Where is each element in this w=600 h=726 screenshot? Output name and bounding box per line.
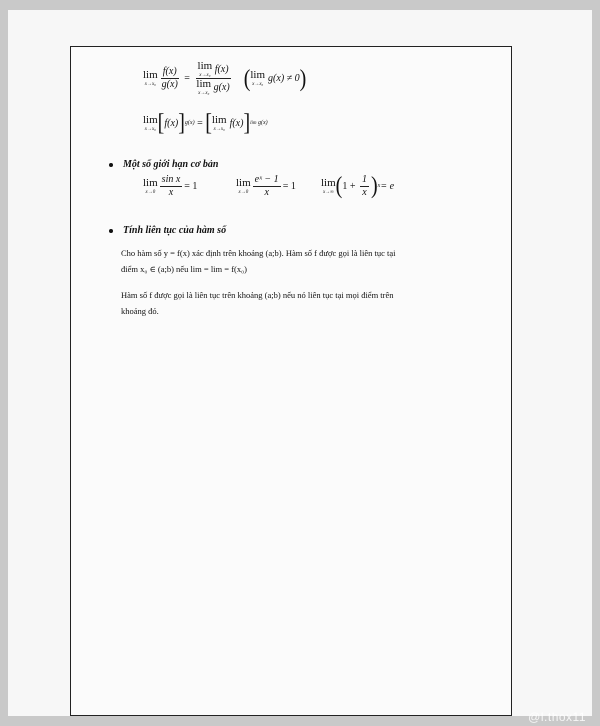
basic-limit-sinx: lim x→0 $\frac{\text{sin x}}{x}$ = 1 [143, 174, 198, 198]
basic-limit-e: lim x→∞ ( 1 + $\frac{1}{x}$ ) x = e [321, 173, 395, 200]
page-frame [70, 46, 512, 716]
lim-operator: lim x→x₀ [143, 69, 158, 87]
continuity-definition-point: Cho hàm số y = f(x) xác định trên khoảng (a;b). Hàm số f được gọi là liên tục tại điểm x₀ ∈ (a;b) nếu lim = lim = f(x₀) [121, 248, 396, 274]
bullet-icon [109, 163, 113, 167]
section-continuity: Tính liên tục của hàm số [109, 225, 226, 236]
continuity-definition-interval: Hàm số f được gọi là liên tục trên khoảng (a;b) nếu nó liên tục tại mọi điểm trên khoảng đó. [121, 290, 394, 316]
document-sheet [8, 10, 592, 716]
basic-limit-exp: lim x→0 $\frac{\text{eˣ − 1}}{x}$ = 1 [236, 174, 296, 198]
fraction-f-over-g: $\frac{f(x)}{g(x)}$ [161, 66, 178, 90]
section-basic-limits: Một số giới hạn cơ bản [109, 159, 218, 170]
limit-quotient-formula: lim x→x₀ $\frac{f(x)}{g(x)}$ = lim x→x₀ f(x) lim x→x₀ g(x) ( lim x→x₀ g(x) ≠ 0 ) [143, 60, 307, 96]
bullet-icon [109, 229, 113, 233]
fraction-lim-f-over-lim-g: lim x→x₀ f(x) lim x→x₀ g(x) [196, 60, 230, 96]
condition-text: g(x) ≠ 0 [268, 73, 300, 84]
limit-power-formula: lim x→x₀ [ f(x) ] g(x) = [ lim x→x₀ f(x) ] lim g(x) [143, 109, 268, 137]
watermark-text: @l.thox11 [528, 710, 586, 724]
